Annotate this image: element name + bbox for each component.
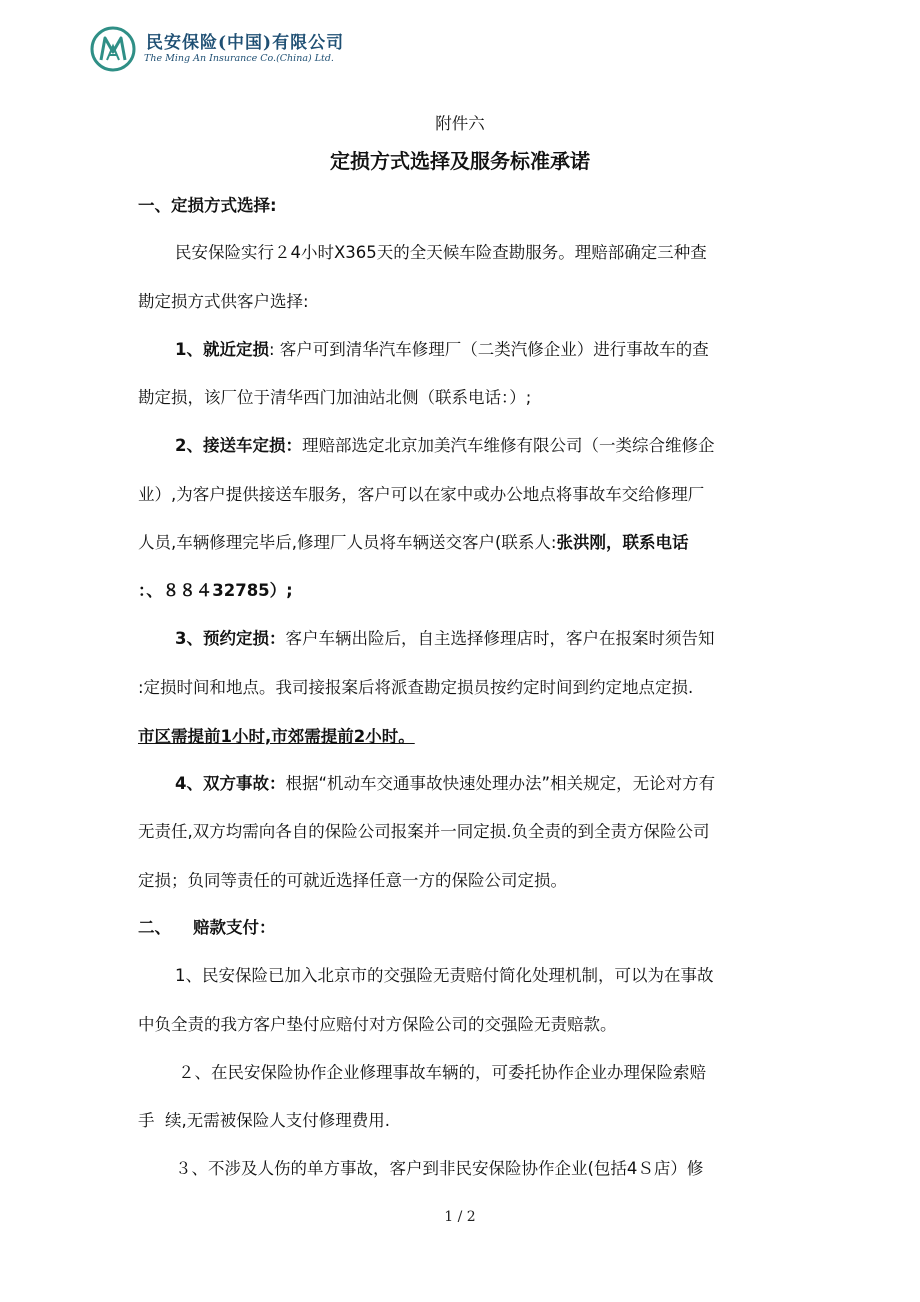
company-name-cn: 民安保险(中国)有限公司 (146, 33, 345, 53)
contact-person: 张洪刚，联系电话 (556, 533, 689, 552)
contact-phone: ：、８８４32785）; (138, 581, 293, 600)
paragraph-line: 勘定损，该厂位于清华西门加油站北侧（联系电话：）; (138, 388, 532, 407)
document-title: 定损方式选择及服务标准承诺 (330, 149, 590, 173)
paragraph-line: 人员,车辆修理完毕后,修理厂人员将车辆送交客户(联系人:张洪刚，联系电话 (138, 533, 689, 552)
paragraph-line: 无责任,双方均需向各自的保险公司报案并一同定损.负全责的到全责方保险公司 (138, 822, 710, 841)
paragraph-line: 手 续,无需被保险人支付修理费用. (138, 1111, 390, 1130)
item-2-line: 2、接送车定损：理赔部选定北京加美汽车维修有限公司（一类综合维修企 (175, 436, 715, 455)
paragraph-line: 民安保险实行２4小时X365天的全天候车险查勘服务。理赔部确定三种查 (175, 243, 707, 262)
item-3-label: 3、预约定损： (175, 629, 286, 648)
section-2-heading: 二、 赔款支付： (138, 918, 276, 937)
item-2-label: 2、接送车定损： (175, 436, 302, 455)
paragraph-line: 1、民安保险已加入北京市的交强险无责赔付简化处理机制，可以为在事故 (175, 966, 714, 985)
paragraph-line: 定损；负同等责任的可就近选择任意一方的保险公司定损。 (138, 871, 567, 890)
paragraph-line: 勘定损方式供客户选择: (138, 292, 309, 311)
item-3-line: 3、预约定损：客户车辆出险后，自主选择修理店时，客户在报案时须告知 (175, 629, 715, 648)
advance-notice: 市区需提前1小时,市郊需提前2小时。 (138, 727, 415, 746)
paragraph-line: :定损时间和地点。我司接报案后将派查勘定损员按约定时间到约定地点定损. (138, 678, 694, 697)
paragraph-line: 业）,为客户提供接送车服务，客户可以在家中或办公地点将事故车交给修理厂 (138, 485, 705, 504)
company-logo (88, 24, 388, 74)
company-name-en: The Ming An Insurance Co.(China) Ltd. (144, 53, 334, 64)
item-4-label: 4、双方事故： (175, 774, 286, 793)
item-4-line: 4、双方事故：根据“机动车交通事故快速处理办法”相关规定，无论对方有 (175, 774, 716, 793)
section-1-heading: 一、定损方式选择: (138, 196, 277, 215)
item-1-line: 1、就近定损: 客户可到清华汽车修理厂（二类汽修企业）进行事故车的查 (175, 340, 709, 359)
annex-label: 附件六 (435, 114, 485, 133)
page-number: 1 / 2 (444, 1209, 476, 1225)
paragraph-line: 中负全责的我方客户垫付应赔付对方保险公司的交强险无责赔款。 (138, 1015, 617, 1034)
company-emblem-icon (88, 24, 138, 74)
paragraph-line: ３、不涉及人伤的单方事故，客户到非民安保险协作企业(包括4Ｓ店）修 (175, 1159, 704, 1178)
paragraph-line: ２、在民安保险协作企业修理事故车辆的，可委托协作企业办理保险索赔 (178, 1063, 706, 1082)
item-1-label: 1、就近定损 (175, 340, 269, 359)
